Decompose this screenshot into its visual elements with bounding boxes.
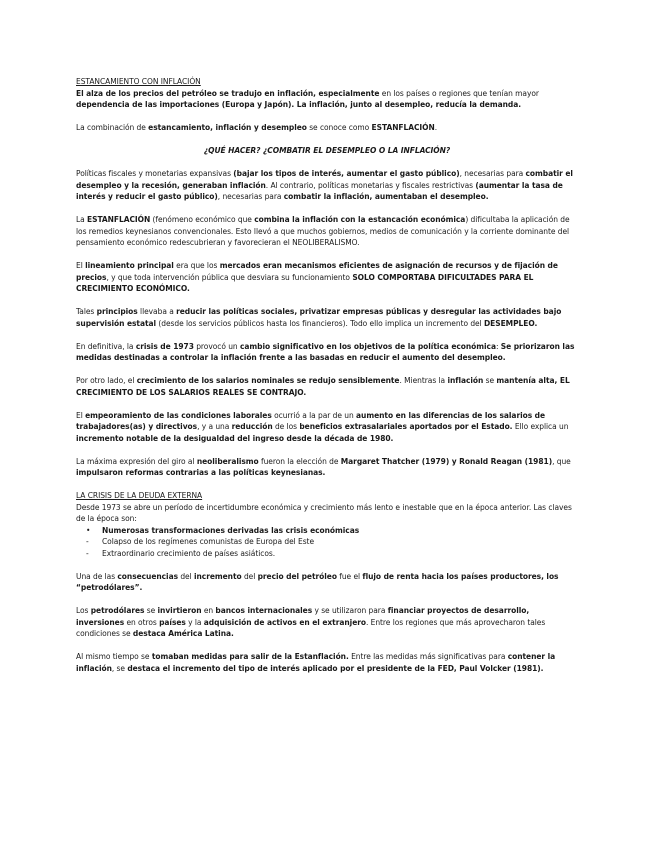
- bold-run: invirtieron: [157, 606, 202, 615]
- bold-run: adquisición de activos en el extranjero: [203, 617, 366, 627]
- bold-run: mercados eran mecanismos eficientes de asignación de recursos y de fijación de precios: [76, 261, 558, 282]
- text-run: Entre las medidas más significativas para: [348, 652, 508, 661]
- text-run: Ello explica un: [512, 422, 569, 431]
- bold-run: DESEMPLEO.: [483, 318, 538, 328]
- bold-run: reducir las políticas sociales, privatizar empresas públicas y desregular las actividades bajo supervisión estatal: [76, 307, 562, 328]
- text-run: , que: [552, 456, 571, 466]
- text-run: Políticas fiscales y monetarias expansivas: [76, 169, 234, 178]
- text-run: . Entre los regiones que más aprovecharon tales condiciones se: [76, 617, 546, 638]
- bold-run: Se priorizaron las medidas destinadas a controlar la inflación frente a las basadas en reducir el aumento del desempleo.: [76, 341, 575, 362]
- text-run: , necesarias para: [459, 169, 526, 178]
- claves-list: [76, 525, 578, 560]
- bold-run: precio del petróleo: [257, 571, 337, 581]
- bold-run: consecuencias: [117, 571, 178, 581]
- bold-run: petrodólares: [90, 606, 145, 615]
- bold-run: financiar proyectos de desarrollo, inversiones: [76, 606, 530, 627]
- bold-run: reducción: [231, 422, 273, 431]
- text-run: , necesarias para: [217, 192, 284, 201]
- paragraph-politicas: [76, 168, 578, 203]
- bold-run: combatir la inflación, aumentaban el desempleo.: [283, 192, 489, 201]
- section-heading-deuda-externa: LA CRISIS DE LA DEUDA EXTERNA: [76, 491, 203, 500]
- text-run: ocurrió a la par de un: [271, 410, 357, 420]
- bold-run: empeoramiento de las condiciones laborales: [85, 410, 272, 420]
- bold-run: dependencia de las importaciones (Europa y Japón). La inflación, junto al desempleo, reducía la demanda.: [76, 100, 522, 109]
- list-item: [76, 536, 578, 548]
- bold-run: mantenía alta, EL CRECIMIENTO DE LOS SALARIOS REALES SE CONTRAJO.: [76, 376, 570, 397]
- bold-run: tomaban medidas para salir de la Estanflación.: [151, 652, 349, 661]
- bold-run: principios: [96, 307, 138, 316]
- bold-run: ESTANFLACIÓN: [371, 123, 435, 132]
- bold-run: incremento notable de la desigualdad del ingreso desde la década de 1980.: [76, 433, 394, 443]
- bold-run: impulsaron reformas contrarias a las políticas keynesianas.: [76, 468, 326, 477]
- bold-run: aumento en las diferencias de los salarios de trabajadores(as) y directivos: [76, 410, 546, 431]
- paragraph-estanflacion-definicion: [76, 122, 578, 134]
- text-run: ) dificultaba la aplicación de los remedios keynesianos convencionales. Esto llevó a que muchos gobiernos, medios de comunicación y la corriente dominante del pensamiento económico redescubrieran y favorecieran el NEOLIBERALISMO.: [76, 215, 570, 247]
- text-run: , y que toda intervención pública que desviara su funcionamiento: [106, 272, 353, 282]
- dash-marker: -: [86, 537, 89, 546]
- text-run: , y a una: [197, 422, 232, 431]
- bold-run: países: [159, 617, 186, 627]
- bullet-marker: •: [86, 525, 91, 535]
- paragraph-crisis-1973: [76, 341, 578, 364]
- bold-run: (bajar los tipos de interés, aumentar el gasto público): [233, 169, 460, 178]
- text-run: La: [76, 215, 88, 224]
- bold-run: estancamiento, inflación y desempleo: [148, 123, 307, 132]
- paragraph-alza-petroleo: [76, 88, 578, 111]
- text-run: o regiones que tenían mayor: [429, 88, 539, 98]
- paragraph-intro-deuda: Desde 1973 se abre un período de incertidumbre económica y crecimiento más lento e inestable que en la época anterior. Las claves de la época son:: [76, 502, 572, 523]
- text-run: El: [76, 410, 86, 420]
- text-run: En definitiva, la: [76, 341, 136, 351]
- bold-run: ESTANFLACIÓN: [87, 215, 151, 224]
- text-run: era que los: [173, 261, 220, 270]
- text-run: y la: [185, 617, 204, 627]
- list-item: [76, 525, 578, 537]
- text-run: . Al contrario, políticas monetarias y fiscales restrictivas: [265, 180, 476, 190]
- bold-run: combina la inflación con la estancación económica: [254, 215, 466, 224]
- text-run: del: [178, 571, 194, 581]
- bold-run: lineamiento principal: [85, 261, 174, 270]
- text-run: en los países: [379, 88, 430, 98]
- text-run: en otros: [124, 617, 160, 627]
- text-run: .: [434, 123, 438, 132]
- text-run: (desde los servicios públicos hasta los financieros). Todo ello implica un incremento del: [156, 318, 484, 328]
- paragraph-petrodolares: [76, 571, 578, 594]
- paragraph-lineamiento: [76, 260, 578, 295]
- bold-run: beneficios extrasalariales aportados por el Estado.: [299, 422, 513, 431]
- bold-run: neoliberalismo: [196, 456, 259, 466]
- question-heading: ¿QUÉ HACER? ¿COMBATIR EL DESEMPLEO O LA INFLACIÓN?: [203, 146, 451, 155]
- bold-run: El alza de los precios del petróleo se tradujo en inflación, especialmente: [76, 88, 380, 98]
- text-run: La máxima expresión del giro al: [76, 456, 197, 466]
- text-run: Tales: [76, 307, 97, 316]
- paragraph-inversion-petrodolares: [76, 605, 578, 640]
- list-item: [76, 548, 578, 560]
- bold-run: destaca el incremento del tipo de interés aplicado por el presidente de la FED, Paul Volcker (1981).: [127, 663, 544, 673]
- bold-run: contener la inflación: [76, 652, 556, 673]
- bold-run: cambio significativo en los objetivos de la política económica: [239, 341, 496, 351]
- text-run: Al mismo tiempo se: [76, 652, 152, 661]
- paragraph-condiciones-laborales: [76, 410, 578, 445]
- text-run: fue el: [336, 571, 363, 581]
- text-run: fueron la elección de: [258, 456, 341, 466]
- dash-marker: -: [86, 548, 89, 558]
- text-run: y se utilizaron para: [312, 606, 388, 615]
- text-run: Una de las: [76, 571, 118, 581]
- paragraph-estanflacion-neoliberalismo: [76, 214, 578, 249]
- document-page: [76, 76, 578, 686]
- list-item-text: Numerosas transformaciones derivadas las crisis económicas: [102, 525, 360, 535]
- bold-run: incremento: [193, 571, 242, 581]
- list-item-text: Colapso de los regímenes comunistas de Europa del Este: [102, 537, 315, 546]
- text-run: del: [241, 571, 258, 581]
- paragraph-volcker: [76, 651, 578, 674]
- text-run: Por otro lado, el: [76, 376, 137, 385]
- text-run: llevaba a: [137, 307, 177, 316]
- text-run: (fenómeno económico que: [150, 215, 255, 224]
- text-run: de los: [272, 422, 300, 431]
- text-run: se: [483, 376, 497, 385]
- bold-run: (aumentar la tasa de interés y reducir el gasto público): [76, 180, 563, 201]
- bold-run: SOLO COMPORTABA DIFICULTADES PARA EL CRECIMIENTO ECONÓMICO.: [76, 272, 534, 293]
- bold-run: flujo de renta hacia los países productores, los “petrodólares”.: [76, 571, 559, 592]
- bold-run: bancos internacionales: [215, 606, 313, 615]
- text-run: La combinación de: [76, 123, 149, 132]
- paragraph-thatcher-reagan: [76, 456, 578, 479]
- text-run: . Mientras la: [399, 376, 448, 385]
- list-item-text: Extraordinario crecimiento de países asiáticos.: [102, 548, 276, 558]
- text-run: se: [144, 606, 158, 615]
- text-run: El: [76, 261, 86, 270]
- text-run: se conoce como: [306, 123, 372, 132]
- bold-run: inflación: [447, 376, 484, 385]
- section-heading-estancamiento: ESTANCAMIENTO CON INFLACIÓN: [76, 77, 201, 86]
- paragraph-salarios: [76, 375, 578, 398]
- bold-run: combatir el desempleo y la recesión, generaban inflación: [76, 169, 573, 190]
- bold-run: destaca América Latina.: [132, 629, 234, 638]
- bold-run: Margaret Thatcher (1979) y Ronald Reagan (1981): [340, 456, 553, 466]
- text-run: :: [495, 341, 501, 351]
- paragraph-principios: [76, 306, 578, 329]
- bold-run: crecimiento de los salarios nominales se redujo sensiblemente: [136, 376, 400, 385]
- bold-run: crisis de 1973: [135, 341, 194, 351]
- text-run: en: [201, 606, 216, 615]
- text-run: Los: [76, 606, 91, 615]
- text-run: provocó un: [193, 341, 240, 351]
- text-run: , se: [111, 663, 128, 673]
